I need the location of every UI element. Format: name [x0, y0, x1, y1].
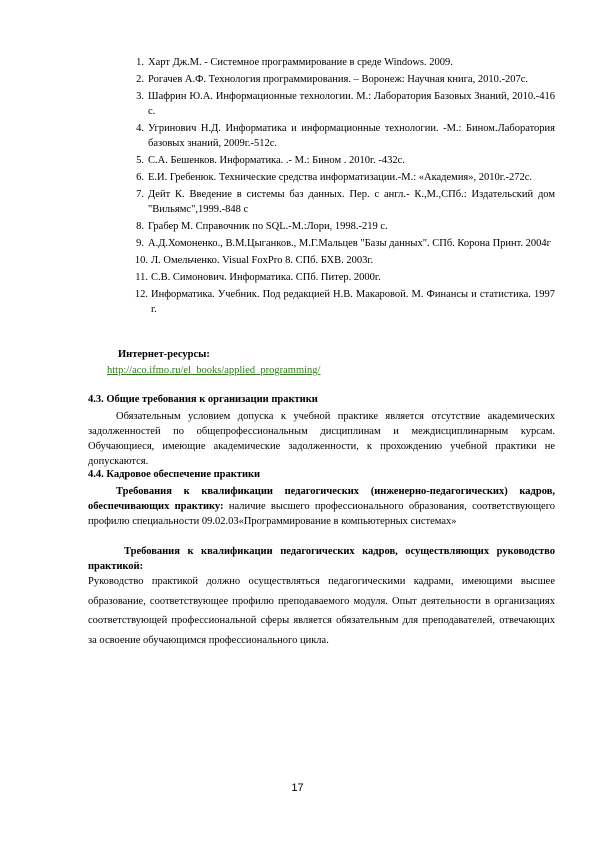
reference-text: Грабер М. Справочник по SQL.-М.:Лори, 1998.-219 с.	[148, 221, 388, 232]
reference-item	[128, 287, 555, 317]
reference-text: Дейт К. Введение в системы баз данных. Пер. с англ.- К.,М.,СПб.: Издательский дом "Вильямс",1999.-848 с	[148, 189, 555, 215]
reference-number: 3.	[136, 91, 144, 102]
practice-lead-paragraph: Руководство практикой должно осуществляться педагогическими кадрами, имеющими высшее образование, соответствующее профилю преподаваемого модуля. Опыт деятельности в организациях соответствующей профессиональной сферы является обязательным для преподавателей, отвечающих за освоение обучающимся профессионального цикла.	[88, 576, 555, 646]
internet-resource-link[interactable]: http://aco.ifmo.ru/el_books/applied_programming/	[107, 365, 321, 376]
section-4-3-paragraph: Обязательным условием допуска к учебной практике является отсутствие академических задолженностей по общепрофессиональным дисциплинам и междисциплинарным курсам. Обучающиеся, имеющие академические задолженности, к прохождению учебной практики не допускаются.	[88, 411, 555, 467]
reference-text: Е.И. Гребенюк. Технические средства информатизации.-М.: «Академия», 2010г.-272с.	[148, 172, 533, 183]
reference-number: 10.	[134, 255, 148, 266]
reference-list	[128, 55, 555, 319]
reference-item	[128, 55, 555, 70]
reference-item	[128, 89, 555, 119]
reference-number: 4.	[136, 123, 144, 134]
section-4-4-intro-paragraph	[88, 484, 555, 529]
reference-text: С.В. Симонович. Информатика. СПб. Питер. 2000г.	[151, 272, 381, 283]
reference-number: 9.	[136, 238, 144, 249]
practice-lead-heading: Требования к квалификации педагогических кадров, осуществляющих руководство практикой:	[88, 546, 555, 572]
reference-text: Харт Дж.М. - Системное программирование в среде Windows. 2009.	[148, 57, 453, 68]
reference-text: Угринович Н.Д. Информатика и информационные технологии. -М.: Бином.Лаборатория базовых знаний, 2009г.-512с.	[148, 123, 555, 149]
reference-number: 12.	[134, 289, 148, 300]
reference-item	[128, 270, 555, 285]
qualification-requirements-bold: Требования к квалификации педагогических (инженерно-педагогических) кадров, обеспечивающих практику:	[88, 486, 555, 512]
section-heading-4-4: 4.4. Кадровое обеспечение практики	[88, 469, 261, 480]
reference-item	[128, 236, 555, 251]
reference-number: 7.	[136, 189, 144, 200]
reference-text: Рогачев А.Ф. Технология программирования. – Воронеж: Научная книга, 2010.-207с.	[148, 74, 528, 85]
reference-item	[128, 187, 555, 217]
page-number: 17	[291, 782, 304, 794]
reference-number: 8.	[136, 221, 144, 232]
reference-number: 11.	[135, 272, 148, 283]
reference-item	[128, 72, 555, 87]
qualification-requirements-text: наличие высшего профессионального образования, соответствующего профилю специальности 09.02.03«Программирование в компьютерных системах»	[88, 501, 556, 527]
reference-text: Информатика. Учебник. Под редакцией Н.В. Макаровой. М. Финансы и статистика. 1997 г.	[151, 289, 555, 315]
reference-item	[128, 170, 555, 185]
reference-number: 1.	[136, 57, 144, 68]
reference-number: 2.	[136, 74, 144, 85]
reference-text: С.А. Бешенков. Информатика. .- М.: Бином . 2010г. -432с.	[148, 155, 405, 166]
reference-text: Шафрин Ю.А. Информационные технологии. М.: Лаборатория Базовых Знаний, 2010.-416 с.	[148, 91, 555, 117]
reference-item	[128, 121, 555, 151]
reference-item	[128, 153, 555, 168]
section-heading-4-3: 4.3. Общие требования к организации практики	[88, 394, 318, 405]
reference-text: Л. Омельченко. Visual FoxPro 8. СПб. БХВ. 2003г.	[151, 255, 374, 266]
reference-item	[128, 219, 555, 234]
reference-number: 6.	[136, 172, 144, 183]
reference-text: А.Д.Хомоненко., В.М.Цыганков., М.Г.Мальцев "Базы данных". СПб. Корона Принт. 2004г	[148, 238, 551, 249]
internet-resources-title: Интернет-ресурсы:	[118, 349, 210, 360]
reference-item	[128, 253, 555, 268]
reference-number: 5.	[136, 155, 144, 166]
